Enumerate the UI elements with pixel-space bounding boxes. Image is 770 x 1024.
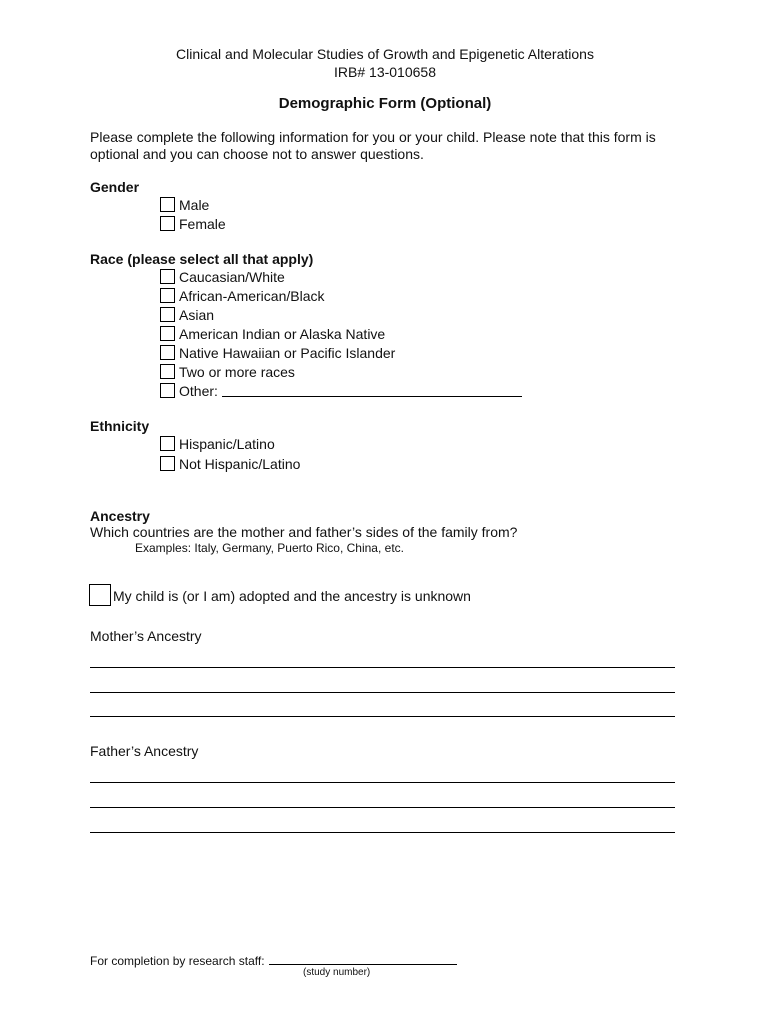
native-hawaiian-checkbox[interactable] xyxy=(160,345,175,360)
option-label: American Indian or Alaska Native xyxy=(179,325,386,342)
irb-number: IRB# 13-010658 xyxy=(334,64,436,80)
race-option-other[interactable] xyxy=(160,382,522,399)
staff-completion-row xyxy=(90,952,457,968)
female-checkbox[interactable] xyxy=(160,216,175,231)
two-or-more-checkbox[interactable] xyxy=(160,364,175,379)
gender-label: Gender xyxy=(90,179,140,195)
asian-checkbox[interactable] xyxy=(160,307,175,322)
study-number-line[interactable] xyxy=(269,952,457,965)
father-ancestry-label: Father’s Ancestry xyxy=(90,743,199,759)
ethnicity-label: Ethnicity xyxy=(90,418,150,434)
option-label: Two or more races xyxy=(179,363,295,380)
gender-option-male[interactable] xyxy=(160,196,209,213)
adopted-label: My child is (or I am) adopted and the ancestry is unknown xyxy=(113,588,471,604)
male-checkbox[interactable] xyxy=(160,197,175,212)
race-option-american-indian[interactable] xyxy=(160,325,385,342)
american-indian-checkbox[interactable] xyxy=(160,326,175,341)
race-option-native-hawaiian[interactable] xyxy=(160,344,395,361)
option-label: Hispanic/Latino xyxy=(179,435,275,452)
mother-ancestry-line-3[interactable] xyxy=(90,716,675,717)
ancestry-examples: Examples: Italy, Germany, Puerto Rico, China, etc. xyxy=(135,541,404,555)
father-ancestry-line-2[interactable] xyxy=(90,807,675,808)
hispanic-checkbox[interactable] xyxy=(160,436,175,451)
not-hispanic-checkbox[interactable] xyxy=(160,456,175,471)
race-option-asian[interactable] xyxy=(160,306,214,323)
ancestry-label: Ancestry xyxy=(90,508,150,524)
other-checkbox[interactable] xyxy=(160,383,175,398)
adopted-checkbox[interactable] xyxy=(89,584,111,606)
option-label: African-American/Black xyxy=(179,287,325,304)
race-option-two-or-more[interactable] xyxy=(160,363,295,380)
option-label: Caucasian/White xyxy=(179,268,285,285)
option-label: Female xyxy=(179,215,226,232)
other-write-in-line[interactable] xyxy=(222,384,522,397)
form-title: Demographic Form (Optional) xyxy=(278,95,492,112)
staff-completion-label: For completion by research staff: xyxy=(90,954,265,968)
ancestry-question: Which countries are the mother and father’s sides of the family from? xyxy=(90,524,518,540)
race-option-caucasian[interactable] xyxy=(160,268,285,285)
father-ancestry-line-3[interactable] xyxy=(90,832,675,833)
father-ancestry-line-1[interactable] xyxy=(90,782,675,783)
mother-ancestry-label: Mother’s Ancestry xyxy=(90,628,202,644)
caucasian-checkbox[interactable] xyxy=(160,269,175,284)
ethnicity-option-hispanic[interactable] xyxy=(160,435,275,452)
option-label: Native Hawaiian or Pacific Islander xyxy=(179,344,396,361)
study-number-caption: (study number) xyxy=(303,967,371,978)
study-title: Clinical and Molecular Studies of Growth and Epigenetic Alterations xyxy=(176,46,594,62)
race-option-african-american[interactable] xyxy=(160,287,325,304)
option-label: Not Hispanic/Latino xyxy=(179,455,301,472)
race-label: Race (please select all that apply) xyxy=(90,251,314,267)
gender-option-female[interactable] xyxy=(160,215,226,232)
mother-ancestry-line-1[interactable] xyxy=(90,667,675,668)
ethnicity-option-not-hispanic[interactable] xyxy=(160,455,300,472)
option-label: Male xyxy=(179,196,210,213)
option-label: Asian xyxy=(179,306,215,323)
intro-text: Please complete the following information for you or your child. Please note that this form is optional and you can choose not to answer questions. xyxy=(90,129,656,162)
mother-ancestry-line-2[interactable] xyxy=(90,692,675,693)
option-label: Other: xyxy=(179,382,218,399)
african-american-checkbox[interactable] xyxy=(160,288,175,303)
